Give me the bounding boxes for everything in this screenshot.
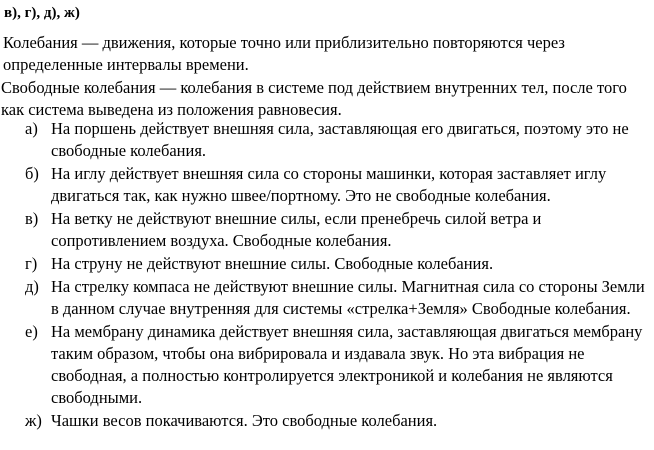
list-item — [0, 118, 654, 162]
list-item — [0, 163, 654, 207]
item-marker: д) — [25, 277, 39, 296]
item-marker: е) — [25, 322, 38, 341]
list-item — [0, 276, 654, 320]
list-item — [0, 253, 654, 275]
item-marker: б) — [25, 164, 39, 183]
item-marker: ж) — [25, 411, 42, 430]
list-item — [0, 410, 654, 432]
item-text: На мембрану динамика действует внешняя сила, заставляющая двигаться мембрану таким образом, чтобы она вибрировала и издавала звук. Но эта вибрация не свободная, а полностью контролируется электроникой и колебания не являются свободными. — [51, 322, 643, 407]
item-text: На стрелку компаса не действуют внешние силы. Магнитная сила со стороны Земли в данном случае внутренняя для системы «стрелка+Земля» Свободные колебания. — [51, 277, 645, 318]
answer-line: в), г), д), ж) — [4, 5, 80, 21]
list-item — [0, 208, 654, 252]
item-text: На струну не действуют внешние силы. Свободные колебания. — [51, 254, 494, 273]
item-text: На иглу действует внешняя сила со стороны машинки, которая заставляет иглу двигаться так, как нужно швее/портному. Это не свободные колебания. — [51, 164, 607, 205]
item-marker: а) — [25, 119, 38, 138]
item-text: На поршень действует внешняя сила, заставляющая его двигаться, поэтому это не свободные колебания. — [51, 119, 629, 160]
item-text: Чашки весов покачиваются. Это свободные колебания. — [51, 411, 438, 430]
answer-list — [0, 118, 654, 433]
list-item — [0, 321, 654, 409]
item-marker: г) — [25, 254, 38, 273]
item-marker: в) — [25, 209, 39, 228]
definition-free-oscillations: Свободные колебания — колебания в системе под действием внутренних тел, после того как система выведена из положения равновесия. — [1, 78, 627, 119]
item-text: На ветку не действуют внешние силы, если пренебречь силой ветра и сопротивлением воздуха. Свободные колебания. — [51, 209, 542, 250]
definition-oscillations: Колебания — движения, которые точно или приблизительно повторяются через определенные интервалы времени. — [3, 33, 565, 74]
